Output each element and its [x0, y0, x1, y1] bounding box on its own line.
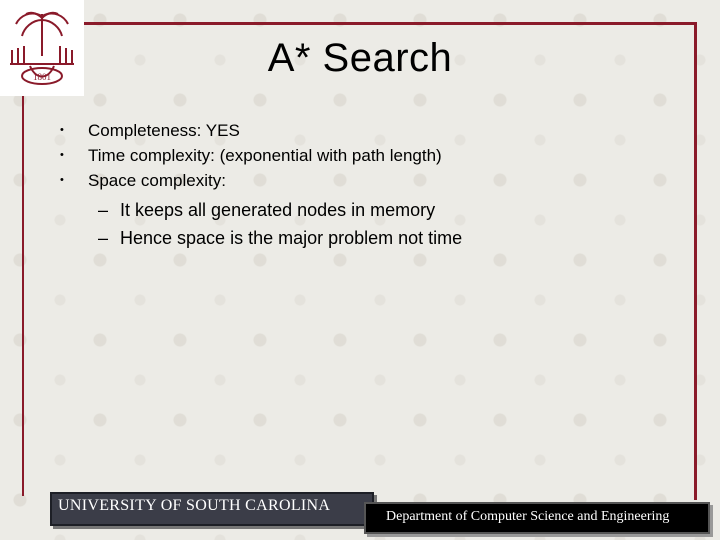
frame-top-line — [82, 22, 696, 25]
frame-right-line — [694, 22, 697, 500]
bullet-text: Completeness: YES — [88, 121, 240, 140]
bullet-item — [60, 118, 442, 143]
bullet-text: Time complexity: (exponential with path length) — [88, 146, 442, 165]
bullet-item — [60, 143, 442, 168]
logo-year: 1801 — [33, 72, 51, 82]
dash-icon: – — [98, 228, 109, 248]
bullet-dot-icon: • — [60, 174, 64, 186]
slide-title: A* Search — [267, 36, 453, 80]
university-name: UNIVERSITY OF SOUTH CAROLINA — [58, 497, 331, 514]
bullet-dot-icon: • — [60, 149, 64, 161]
department-footer — [364, 502, 710, 534]
bullet-text: Space complexity: — [88, 171, 226, 190]
bullet-item — [60, 168, 442, 193]
sub-bullet-item — [98, 196, 462, 224]
sub-bullet-text: It keeps all generated nodes in memory — [120, 200, 436, 220]
sub-bullet-text: Hence space is the major problem not time — [120, 228, 463, 248]
sub-bullet-item — [98, 224, 462, 252]
department-name: Department of Computer Science and Engineering — [386, 509, 670, 524]
bullet-list — [60, 118, 442, 193]
dash-icon: – — [98, 200, 109, 220]
frame-left-line — [22, 96, 24, 496]
university-footer — [50, 492, 374, 526]
sub-bullet-list — [98, 196, 462, 252]
bullet-dot-icon: • — [60, 124, 64, 136]
